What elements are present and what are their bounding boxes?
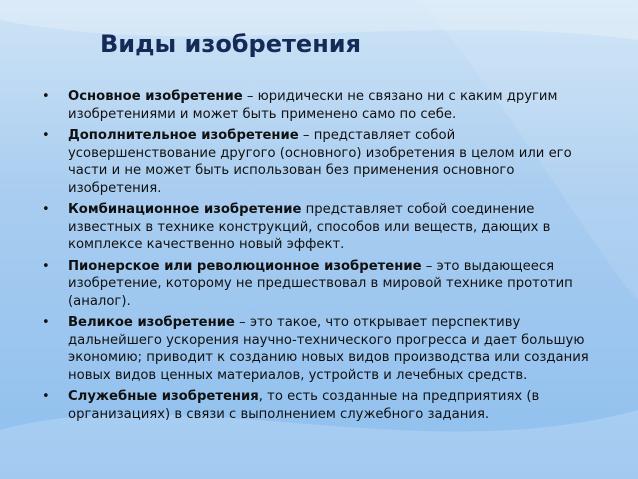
item-term: Комбинационное изобретение <box>68 202 302 217</box>
list-item <box>0 388 638 423</box>
bullet-icon: • <box>42 389 50 404</box>
list-item <box>0 201 638 254</box>
list-item <box>0 314 638 384</box>
bullet-icon: • <box>42 128 50 143</box>
item-text: – представляет собой усовершенствование другого (основного) изобретения в целом или его части и не может быть использован без применения основного изобретения. <box>68 128 572 196</box>
item-term: Служебные изобретения <box>68 389 259 404</box>
list-item <box>0 88 638 123</box>
item-term: Основное изобретение <box>68 89 243 104</box>
bullet-list <box>0 88 638 427</box>
list-item <box>0 127 638 197</box>
item-term: Пионерское или революционное изобретение <box>68 258 422 274</box>
bullet-icon: • <box>42 315 50 330</box>
item-text: – это такое, что открывает перспективу дальнейшего ускорения научно-технического прогресса и дает большую экономию; приводит к созданию новых видов производства или создания новых видов ценных материалов, устройств и лечебных средств. <box>68 315 589 383</box>
slide-title: Виды изобретения <box>100 30 362 58</box>
bullet-icon: • <box>42 202 50 217</box>
item-term: Дополнительное изобретение <box>68 128 299 143</box>
item-text: – юридически не связано ни с каким другим изобретениями и может быть применено само по себе. <box>68 89 558 122</box>
item-term: Великое изобретение <box>68 315 235 330</box>
bullet-icon: • <box>42 89 50 104</box>
list-item <box>0 258 638 311</box>
bullet-icon: • <box>42 258 50 274</box>
item-text: , то есть созданные на предприятиях (в организациях) в связи с выполнением служебного задания. <box>68 389 540 422</box>
item-text: представляет собой соединение известных в технике конструкций, способов или веществ, дающих в комплексе качественно новый эффект. <box>68 202 551 252</box>
item-text: – это выдающееся изобретение, которому не предшествовал в мировой технике прототип (аналог). <box>68 258 573 309</box>
